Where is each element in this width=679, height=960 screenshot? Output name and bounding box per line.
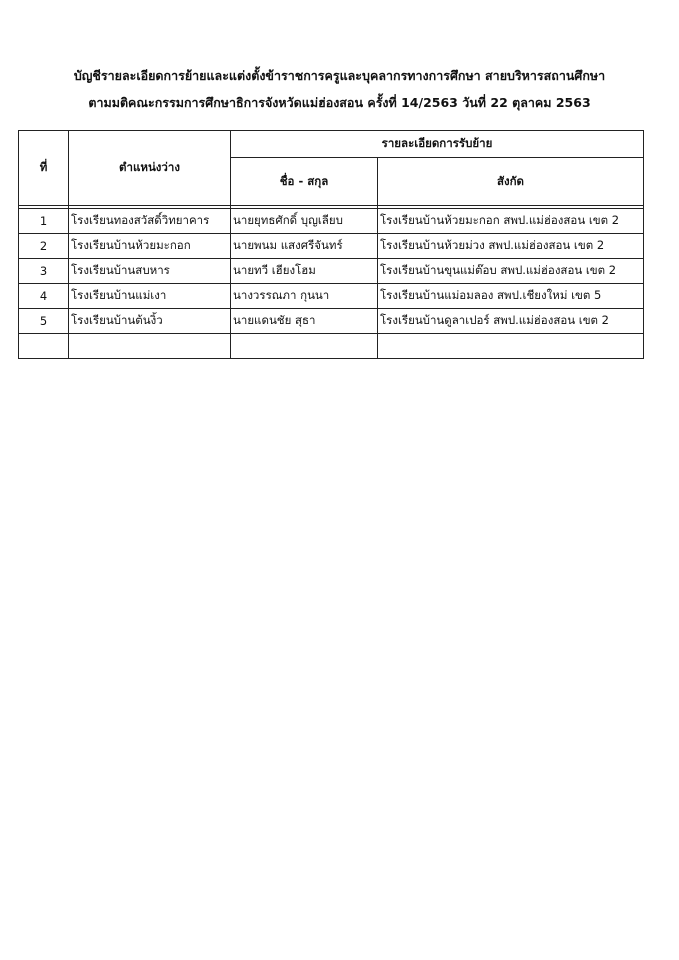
cell-affiliation: โรงเรียนบ้านดูลาเปอร์ สพป.แม่ฮ่องสอน เขต 2 — [378, 309, 644, 334]
cell-position: โรงเรียนบ้านสบหาร — [69, 259, 231, 284]
cell-name — [231, 334, 378, 359]
header-affiliation: สังกัด — [378, 158, 644, 206]
transfer-table — [18, 130, 644, 359]
cell-number: 2 — [19, 234, 69, 259]
cell-number: 3 — [19, 259, 69, 284]
cell-number: 4 — [19, 284, 69, 309]
table-row — [19, 309, 644, 334]
table-row — [19, 234, 644, 259]
table-row-empty — [19, 334, 644, 359]
header-transfer-details: รายละเอียดการรับย้าย — [231, 131, 644, 158]
table-row — [19, 284, 644, 309]
table-row — [19, 259, 644, 284]
cell-number: 5 — [19, 309, 69, 334]
cell-name: นางวรรณภา กุนนา — [231, 284, 378, 309]
cell-position — [69, 334, 231, 359]
cell-number — [19, 334, 69, 359]
cell-position: โรงเรียนบ้านแม่เงา — [69, 284, 231, 309]
cell-affiliation: โรงเรียนบ้านห้วยมะกอก สพป.แม่ฮ่องสอน เขต 2 — [378, 209, 644, 234]
cell-name: นายพนม แสงศรีจันทร์ — [231, 234, 378, 259]
document-title: บัญชีรายละเอียดการย้ายและแต่งตั้งข้าราชการครูและบุคลากรทางการศึกษา สายบริหารสถานศึกษา — [73, 68, 606, 83]
document-subtitle: ตามมติคณะกรรมการศึกษาธิการจังหวัดแม่ฮ่องสอน ครั้งที่ 14/2563 วันที่ 22 ตุลาคม 2563 — [88, 95, 591, 110]
cell-name: นายทวี เฮียงโฮม — [231, 259, 378, 284]
cell-affiliation — [378, 334, 644, 359]
cell-position: โรงเรียนทองสวัสดิ์วิทยาคาร — [69, 209, 231, 234]
header-vacant-position: ตำแหน่งว่าง — [69, 131, 231, 206]
cell-affiliation: โรงเรียนบ้านขุนแม่ต๊อบ สพป.แม่ฮ่องสอน เขต 2 — [378, 259, 644, 284]
cell-affiliation: โรงเรียนบ้านห้วยม่วง สพป.แม่ฮ่องสอน เขต 2 — [378, 234, 644, 259]
header-full-name: ชื่อ - สกุล — [231, 158, 378, 206]
table-row — [19, 209, 644, 234]
cell-affiliation: โรงเรียนบ้านแม่อมลอง สพป.เชียงใหม่ เขต 5 — [378, 284, 644, 309]
cell-name: นายแดนชัย สุธา — [231, 309, 378, 334]
cell-position: โรงเรียนบ้านห้วยมะกอก — [69, 234, 231, 259]
header-number: ที่ — [19, 131, 69, 206]
cell-number: 1 — [19, 209, 69, 234]
cell-name: นายยุทธศักดิ์ บุญเลียบ — [231, 209, 378, 234]
cell-position: โรงเรียนบ้านต้นงิ้ว — [69, 309, 231, 334]
